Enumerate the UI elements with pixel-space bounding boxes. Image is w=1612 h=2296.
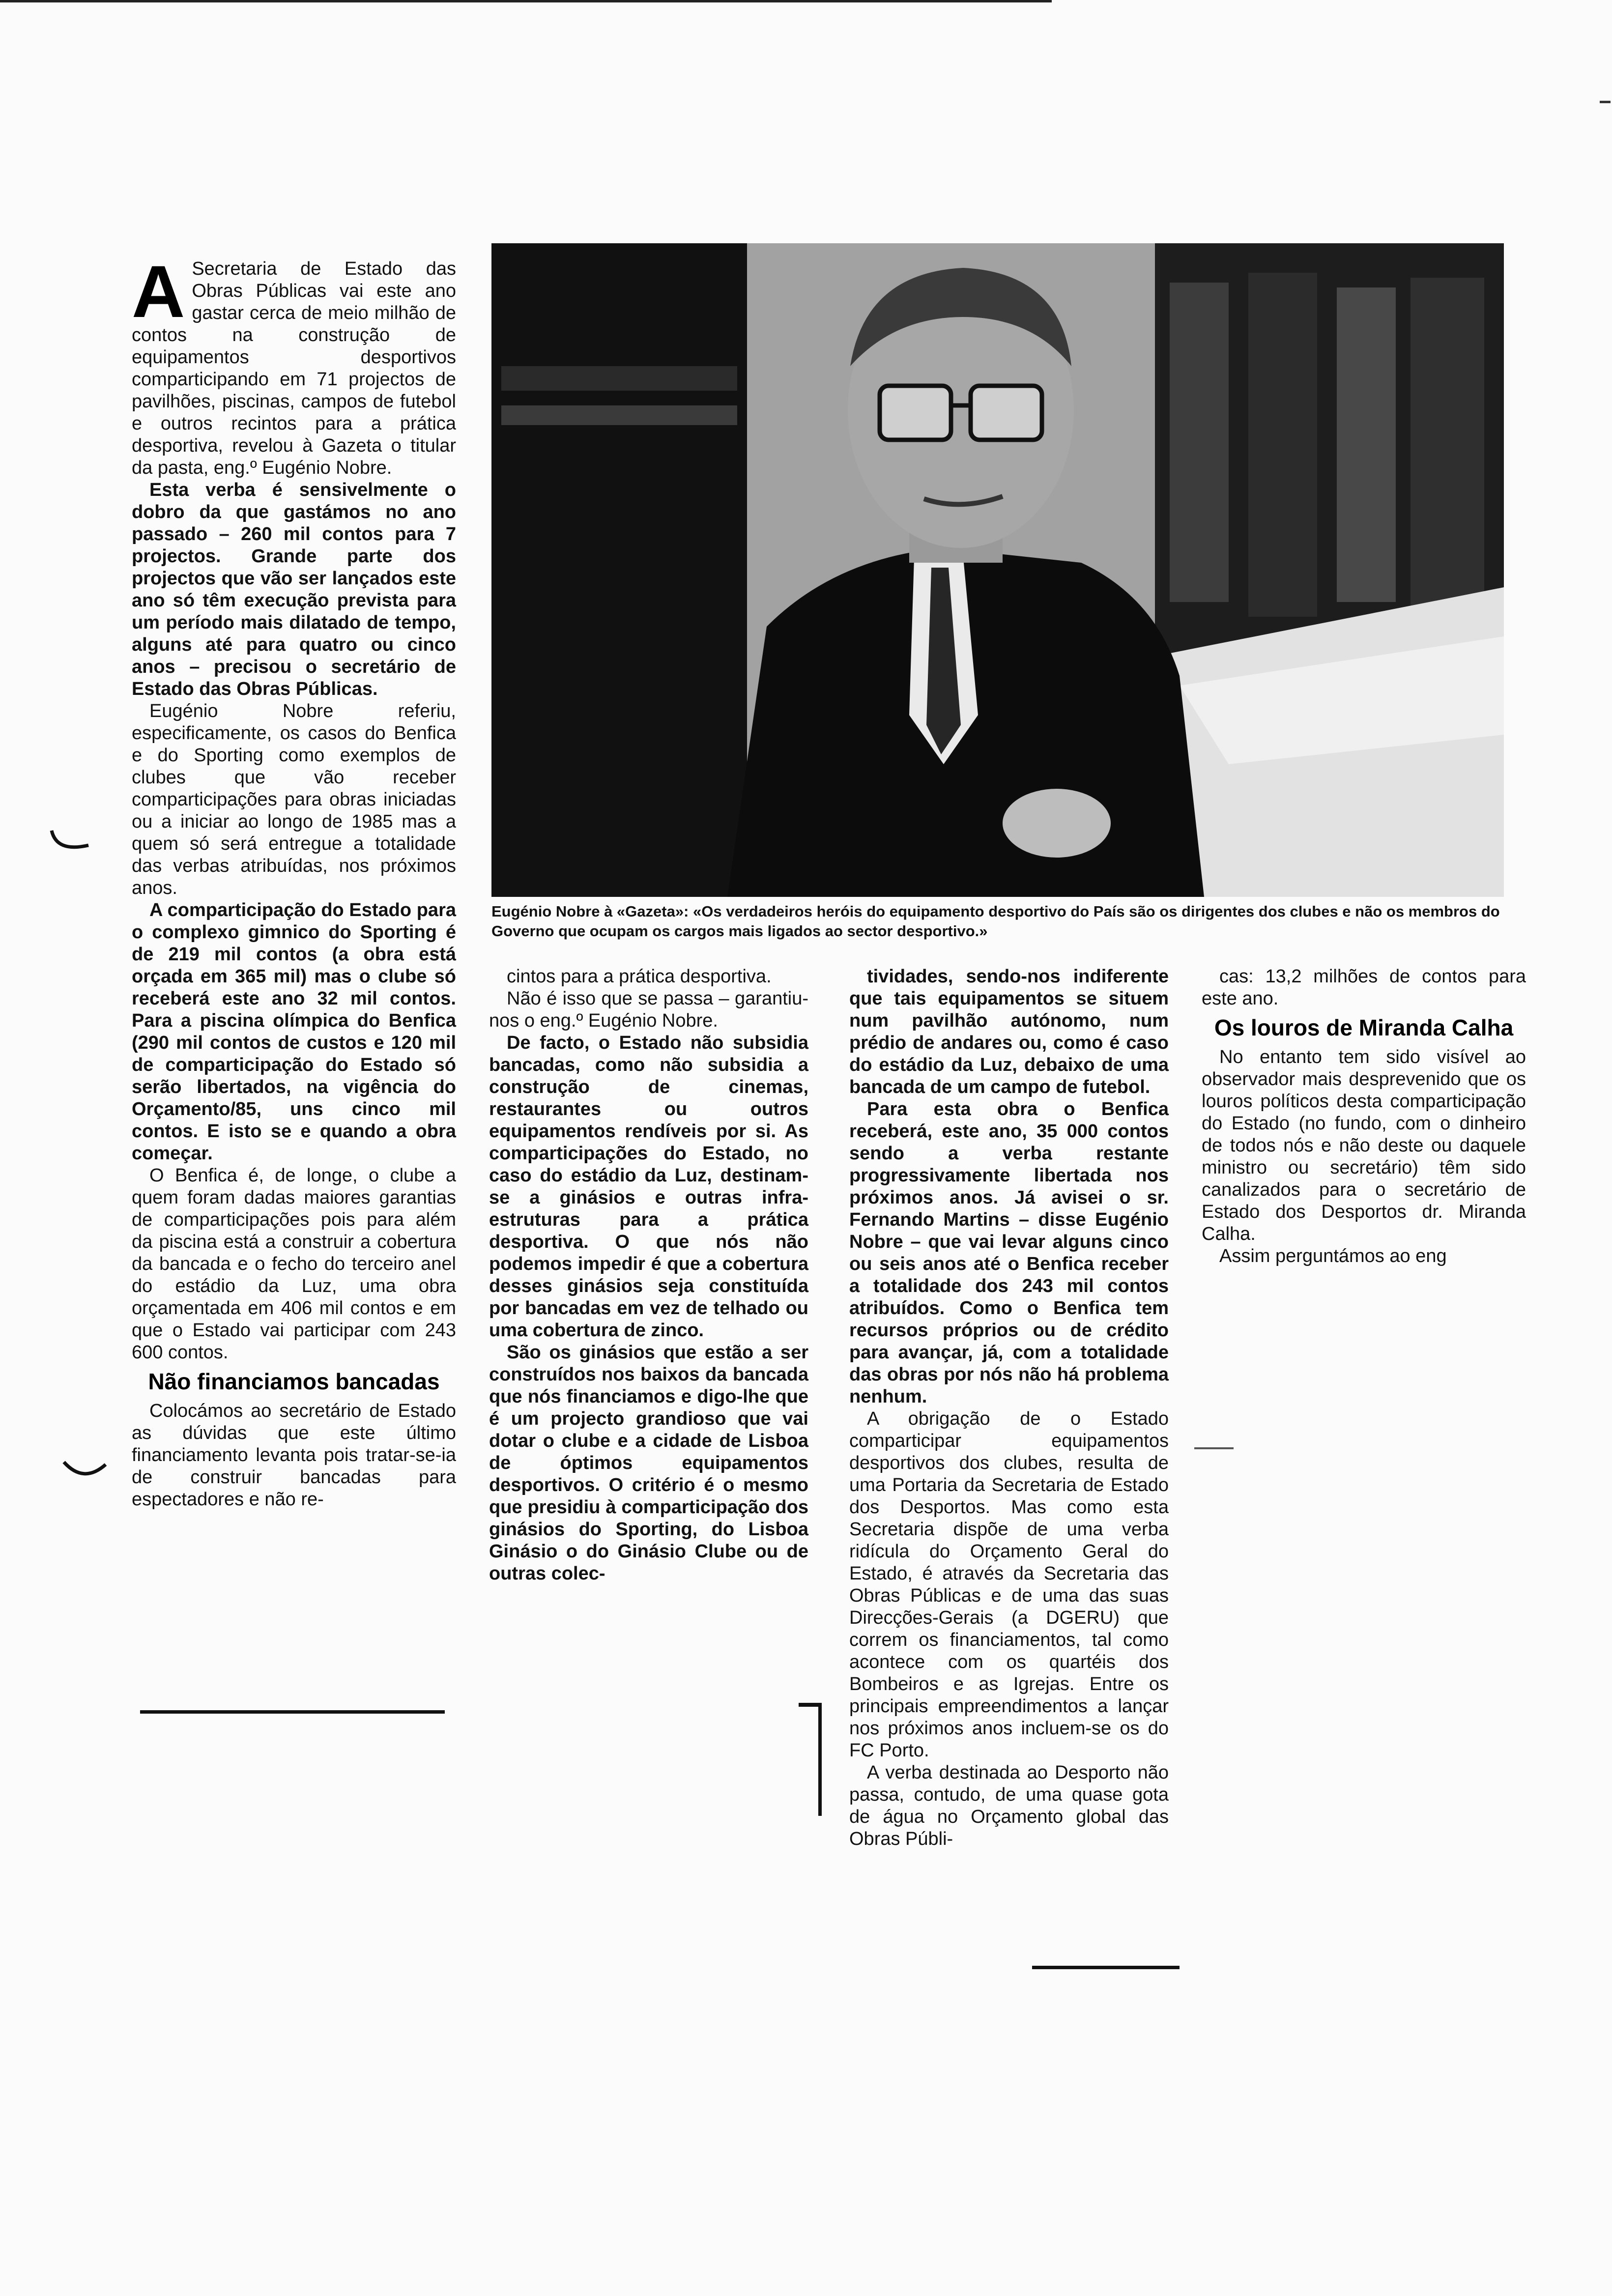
- scan-right-mark: [1600, 101, 1611, 103]
- subheading-louros: Os louros de Miranda Calha: [1214, 1015, 1514, 1040]
- portrait-photo-drawing: [491, 243, 1504, 897]
- article-paragraph: cintos para a prática desportiva.: [507, 966, 772, 987]
- article-paragraph: Para esta obra o Benfica receberá, este ano, 35 000 contos sendo a verba restante progressivamente libertada nos próximos anos. Já avisei o sr. Fernando Martins – disse Eugénio Nobre – que vai levar alguns cinco ou seis anos até o Benfica receber a totalidade dos 243 mil contos atribuídos. Como o Benfica tem recursos próprios ou de crédito para avançar, já, com a totalidade das obras por nós não há problema nenhum.: [849, 1099, 1169, 1407]
- article-paragraph: tividades, sendo-nos indiferente que tais equipamentos se situem num pavilhão autónomo, num prédio de andares ou, como é caso do estádio da Luz, debaixo de uma bancada de um campo de futebol.: [849, 966, 1169, 1097]
- article-paragraph: Assim perguntámos ao eng: [1219, 1246, 1447, 1266]
- portrait-photo: [491, 243, 1504, 897]
- column-divider-rule: [799, 1703, 821, 1707]
- binder-hole-mark-lower: [59, 1455, 118, 1494]
- photo-caption: [491, 902, 1514, 941]
- article-lead-paragraph: A Secretaria de Estado das Obras Públicas vai este ano gastar cerca de meio milhão de contos na construção de equipamentos desportivos comparticipando em 71 projectos de pavilhões, piscinas, campos de futebol e outros recintos para a prática desportiva, revelou à Gazeta o titular da pasta, eng.º Eugénio Nobre.: [132, 250, 456, 478]
- article-paragraph: São os ginásios que estão a ser construídos nos baixos da bancada que nós financiamos e digo-lhe que é um projecto grandioso que vai dotar o clube e a cidade de Lisboa de óptimos equipamentos desportivos. O critério é o mesmo que presidiu à comparticipação dos ginásios do Sporting, do Lisboa Ginásio o do Ginásio Clube ou de outras colec-: [489, 1342, 808, 1584]
- article-paragraph: A verba destinada ao Desporto não passa, contudo, de uma quase gota de água no Orçamento global das Obras Públi-: [849, 1762, 1169, 1849]
- article-paragraph: Esta verba é sensivelmente o dobro da que gastámos no ano passado – 260 mil contos para 7 projectos. Grande parte dos projectos que vão ser lançados este ano só têm execução prevista para um período mais dilatado de tempo, alguns até para quatro ou cinco anos – precisou o secretário de Estado das Obras Públicas.: [132, 480, 456, 699]
- article-paragraph: A comparticipação do Estado para o complexo gimnico do Sporting é de 219 mil contos (a obra está orçada em 365 mil) mas o clube só receberá este ano 32 mil contos. Para a piscina olímpica do Benfica (290 mil contos de custos e 120 mil de comparticipação do Estado só serão libertados, na vigência do Orçamento/85, uns cinco mil contos. E isto se e quando a obra começar.: [132, 900, 456, 1164]
- article-paragraph: O Benfica é, de longe, o clube a quem foram dadas maiores garantias de comparticipações pois para além da piscina está a construir a cobertura da bancada e o fecho do terceiro anel do estádio da Luz, uma obra orçamentada em 406 mil contos e em que o Estado vai participar com 243 600 contos.: [132, 1165, 456, 1363]
- article-paragraph: cas: 13,2 milhões de contos para este ano.: [1202, 966, 1526, 1009]
- column-divider-rule: [1032, 1966, 1180, 1969]
- article-column-1: [132, 250, 456, 1511]
- article-column-4: [1202, 966, 1526, 1267]
- article-column-2: [489, 966, 808, 1585]
- article-paragraph: No entanto tem sido visível ao observador mais desprevenido que os louros políticos desta comparticipação do Estado (no fundo, com o dinheiro de todos nós e não deste ou daquele ministro ou secretário) têm sido canalizados para o secretário de Estado dos Desportos dr. Miranda Calha.: [1202, 1047, 1526, 1244]
- column-divider-rule: [140, 1710, 445, 1714]
- column-divider-rule: [818, 1703, 822, 1816]
- article-paragraph: Eugénio Nobre referiu, especificamente, os casos do Benfica e do Sporting como exemplos de clubes que vão receber comparticipações para obras iniciadas ou a iniciar ao longo de 1985 mas a quem só será entregue a totalidade das verbas atribuídas, nos próximos anos.: [132, 701, 456, 898]
- subheading-bancadas: Não financiamos bancadas: [148, 1369, 440, 1394]
- article-paragraph: Colocámos ao secretário de Estado as dúvidas que este último financiamento levanta pois tratar-se-ia de construir bancadas para espectadores e não re-: [132, 1401, 456, 1510]
- binder-hole-mark-upper: [42, 826, 101, 865]
- caption-name: Eugénio Nobre à «Gazeta»:: [491, 903, 689, 920]
- caption-quote: «Os verdadeiros heróis do equipamento desportivo do País são os dirigentes dos clubes e não os membros do Governo que ocupam os cargos mais ligados ao sector desportivo.»: [491, 903, 1500, 940]
- article-paragraph: A obrigação de o Estado comparticipar equipamentos desportivos dos clubes, resulta de uma Portaria da Secretaria de Estado dos Desportos. Mas como esta Secretaria dispõe de uma verba ridícula do Orçamento Geral do Estado, é através da Secretaria das Obras Públicas e de uma das suas Direcções-Gerais (a DGERU) que correm os financiamentos, tal como acontece com os quartéis dos Bombeiros e as Igrejas. Entre os principais empreendimentos a lançar nos próximos anos incluem-se os do FC Porto.: [849, 1408, 1169, 1761]
- scan-top-edge: [0, 0, 1052, 2]
- article-paragraph: Não é isso que se passa – garantiu-nos o eng.º Eugénio Nobre.: [489, 988, 808, 1031]
- article-paragraph: De facto, o Estado não subsidia bancadas, como não subsidia a construção de cinemas, restaurantes ou outros equipamentos rendíveis por si. As comparticipações do Estado, no caso do estádio da Luz, destinam-se a ginásios e outras infra-estruturas para a prática desportiva. O que nós não podemos impedir é que a cobertura desses ginásios seja constituída por bancadas em vez de telhado ou uma cobertura de zinco.: [489, 1033, 808, 1341]
- article-column-3: [849, 966, 1169, 1850]
- drop-cap: A: [132, 250, 185, 333]
- column-divider-rule: [1194, 1447, 1234, 1449]
